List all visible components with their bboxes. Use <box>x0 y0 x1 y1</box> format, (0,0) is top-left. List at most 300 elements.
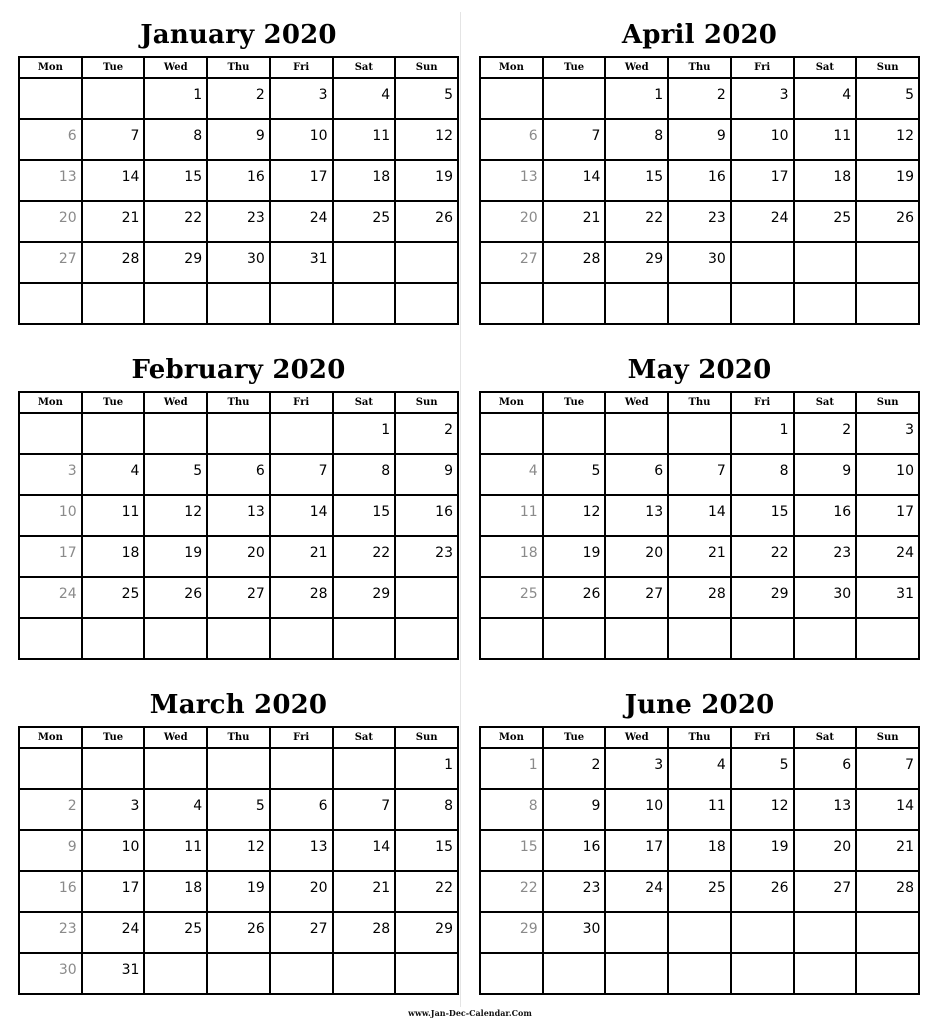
week-row <box>19 536 458 577</box>
day-cell: 13 <box>480 160 543 201</box>
weekday-header: Thu <box>207 727 270 748</box>
month-calendar-january <box>18 14 459 325</box>
day-cell: 15 <box>333 495 396 536</box>
weekday-header-row <box>19 727 458 748</box>
weekday-header: Tue <box>82 392 145 413</box>
day-cell: 1 <box>731 413 794 454</box>
day-cell <box>731 953 794 994</box>
day-cell: 22 <box>144 201 207 242</box>
day-cell: 9 <box>668 119 731 160</box>
month-grid <box>479 56 920 325</box>
day-cell: 25 <box>668 871 731 912</box>
day-cell: 11 <box>144 830 207 871</box>
day-cell <box>82 748 145 789</box>
week-row <box>19 201 458 242</box>
week-row <box>480 201 919 242</box>
day-cell: 11 <box>82 495 145 536</box>
day-cell <box>395 283 458 324</box>
day-cell: 4 <box>144 789 207 830</box>
day-cell <box>82 413 145 454</box>
day-cell <box>82 618 145 659</box>
day-cell <box>270 618 333 659</box>
day-cell: 3 <box>731 78 794 119</box>
day-cell: 3 <box>856 413 919 454</box>
day-cell: 18 <box>333 160 396 201</box>
day-cell: 20 <box>270 871 333 912</box>
day-cell: 16 <box>668 160 731 201</box>
day-cell: 29 <box>395 912 458 953</box>
weekday-header: Sun <box>395 392 458 413</box>
week-row <box>480 413 919 454</box>
day-cell: 21 <box>543 201 606 242</box>
weekday-header: Sun <box>856 57 919 78</box>
day-cell: 1 <box>333 413 396 454</box>
day-cell <box>207 953 270 994</box>
week-row <box>19 789 458 830</box>
week-row <box>480 119 919 160</box>
day-cell <box>668 618 731 659</box>
month-grid <box>18 391 459 660</box>
day-cell <box>543 283 606 324</box>
day-cell: 3 <box>82 789 145 830</box>
day-cell: 12 <box>543 495 606 536</box>
weekday-header: Mon <box>19 727 82 748</box>
day-cell: 21 <box>856 830 919 871</box>
month-calendar-february <box>18 349 459 660</box>
day-cell <box>605 953 668 994</box>
day-cell <box>856 283 919 324</box>
day-cell: 24 <box>82 912 145 953</box>
day-cell: 23 <box>19 912 82 953</box>
day-cell <box>144 748 207 789</box>
day-cell: 27 <box>605 577 668 618</box>
day-cell: 14 <box>333 830 396 871</box>
weekday-header: Wed <box>144 727 207 748</box>
day-cell: 4 <box>794 78 857 119</box>
day-cell: 30 <box>543 912 606 953</box>
day-cell: 25 <box>82 577 145 618</box>
day-cell: 29 <box>144 242 207 283</box>
day-cell: 21 <box>333 871 396 912</box>
weekday-header: Tue <box>82 727 145 748</box>
day-cell: 1 <box>144 78 207 119</box>
column-divider <box>460 12 461 1007</box>
day-cell: 13 <box>19 160 82 201</box>
day-cell: 13 <box>207 495 270 536</box>
weekday-header: Mon <box>19 392 82 413</box>
month-calendar-may <box>479 349 920 660</box>
day-cell: 24 <box>605 871 668 912</box>
day-cell <box>207 618 270 659</box>
day-cell <box>270 283 333 324</box>
day-cell: 15 <box>395 830 458 871</box>
week-row <box>480 912 919 953</box>
day-cell: 11 <box>333 119 396 160</box>
day-cell: 22 <box>731 536 794 577</box>
day-cell: 27 <box>207 577 270 618</box>
day-cell: 18 <box>144 871 207 912</box>
footer-website: www.Jan-Dec-Calendar.Com <box>408 1008 532 1018</box>
day-cell: 11 <box>668 789 731 830</box>
day-cell: 28 <box>333 912 396 953</box>
day-cell: 19 <box>395 160 458 201</box>
day-cell <box>82 283 145 324</box>
day-cell: 14 <box>82 160 145 201</box>
day-cell <box>794 242 857 283</box>
day-cell <box>333 953 396 994</box>
week-row <box>480 789 919 830</box>
weekday-header: Wed <box>605 57 668 78</box>
day-cell: 15 <box>731 495 794 536</box>
day-cell: 29 <box>333 577 396 618</box>
day-cell: 12 <box>207 830 270 871</box>
day-cell: 24 <box>19 577 82 618</box>
weekday-header: Tue <box>543 727 606 748</box>
week-row <box>480 78 919 119</box>
month-title: April 2020 <box>621 20 778 50</box>
day-cell: 18 <box>82 536 145 577</box>
week-row <box>480 618 919 659</box>
weekday-header: Tue <box>82 57 145 78</box>
day-cell: 13 <box>794 789 857 830</box>
day-cell: 22 <box>395 871 458 912</box>
day-cell: 25 <box>144 912 207 953</box>
day-cell: 25 <box>480 577 543 618</box>
weekday-header-row <box>19 392 458 413</box>
week-row <box>480 454 919 495</box>
day-cell: 17 <box>19 536 82 577</box>
day-cell: 28 <box>82 242 145 283</box>
day-cell: 17 <box>270 160 333 201</box>
weekday-header: Thu <box>668 727 731 748</box>
day-cell <box>19 618 82 659</box>
day-cell: 25 <box>333 201 396 242</box>
day-cell <box>144 283 207 324</box>
weekday-header: Sun <box>856 392 919 413</box>
day-cell: 9 <box>395 454 458 495</box>
day-cell: 5 <box>543 454 606 495</box>
day-cell: 6 <box>207 454 270 495</box>
day-cell: 13 <box>270 830 333 871</box>
day-cell: 16 <box>543 830 606 871</box>
day-cell: 22 <box>480 871 543 912</box>
day-cell: 10 <box>19 495 82 536</box>
day-cell <box>19 748 82 789</box>
day-cell <box>480 413 543 454</box>
weekday-header: Fri <box>731 57 794 78</box>
weekday-header: Sun <box>395 727 458 748</box>
weekday-header: Mon <box>19 57 82 78</box>
day-cell <box>207 748 270 789</box>
day-cell: 8 <box>480 789 543 830</box>
day-cell: 23 <box>668 201 731 242</box>
day-cell: 14 <box>856 789 919 830</box>
day-cell: 9 <box>543 789 606 830</box>
day-cell: 15 <box>144 160 207 201</box>
day-cell <box>856 953 919 994</box>
week-row <box>480 242 919 283</box>
day-cell: 17 <box>605 830 668 871</box>
day-cell: 29 <box>731 577 794 618</box>
day-cell: 10 <box>82 830 145 871</box>
day-cell: 6 <box>19 119 82 160</box>
day-cell: 11 <box>794 119 857 160</box>
day-cell: 27 <box>794 871 857 912</box>
week-row <box>19 830 458 871</box>
day-cell <box>395 577 458 618</box>
day-cell: 13 <box>605 495 668 536</box>
day-cell <box>856 912 919 953</box>
week-row <box>19 78 458 119</box>
weekday-header: Sat <box>333 392 396 413</box>
day-cell: 6 <box>480 119 543 160</box>
weekday-header: Sat <box>794 57 857 78</box>
day-cell <box>82 78 145 119</box>
day-cell <box>731 242 794 283</box>
week-row <box>480 953 919 994</box>
week-row <box>480 577 919 618</box>
week-row <box>19 748 458 789</box>
day-cell: 2 <box>668 78 731 119</box>
day-cell <box>856 242 919 283</box>
day-cell <box>480 953 543 994</box>
weekday-header-row <box>19 57 458 78</box>
day-cell: 28 <box>668 577 731 618</box>
day-cell: 20 <box>605 536 668 577</box>
day-cell: 9 <box>794 454 857 495</box>
day-cell: 8 <box>333 454 396 495</box>
month-title: May 2020 <box>627 355 772 385</box>
day-cell <box>144 413 207 454</box>
day-cell: 23 <box>794 536 857 577</box>
day-cell: 27 <box>270 912 333 953</box>
day-cell: 5 <box>144 454 207 495</box>
day-cell: 21 <box>82 201 145 242</box>
day-cell: 12 <box>856 119 919 160</box>
day-cell <box>543 413 606 454</box>
day-cell: 16 <box>395 495 458 536</box>
week-row <box>19 454 458 495</box>
day-cell: 12 <box>731 789 794 830</box>
day-cell: 18 <box>794 160 857 201</box>
week-row <box>19 912 458 953</box>
month-title: June 2020 <box>624 690 775 720</box>
day-cell <box>333 618 396 659</box>
month-title: March 2020 <box>149 690 328 720</box>
day-cell <box>395 242 458 283</box>
day-cell: 28 <box>270 577 333 618</box>
week-row <box>480 830 919 871</box>
day-cell: 19 <box>856 160 919 201</box>
day-cell: 26 <box>395 201 458 242</box>
day-cell <box>605 413 668 454</box>
day-cell: 7 <box>543 119 606 160</box>
day-cell <box>794 912 857 953</box>
day-cell: 2 <box>395 413 458 454</box>
day-cell: 7 <box>82 119 145 160</box>
day-cell <box>270 413 333 454</box>
day-cell: 28 <box>856 871 919 912</box>
week-row <box>19 871 458 912</box>
day-cell: 2 <box>207 78 270 119</box>
day-cell: 27 <box>480 242 543 283</box>
day-cell <box>543 78 606 119</box>
day-cell: 30 <box>19 953 82 994</box>
day-cell <box>794 618 857 659</box>
day-cell <box>668 283 731 324</box>
week-row <box>19 119 458 160</box>
day-cell: 10 <box>270 119 333 160</box>
day-cell: 4 <box>480 454 543 495</box>
day-cell <box>668 953 731 994</box>
day-cell <box>794 953 857 994</box>
day-cell: 14 <box>668 495 731 536</box>
day-cell <box>19 413 82 454</box>
day-cell <box>395 618 458 659</box>
day-cell: 12 <box>395 119 458 160</box>
month-calendar-april <box>479 14 920 325</box>
day-cell: 16 <box>794 495 857 536</box>
day-cell: 17 <box>856 495 919 536</box>
weekday-header: Sat <box>333 727 396 748</box>
weekday-header: Sun <box>395 57 458 78</box>
week-row <box>480 283 919 324</box>
day-cell <box>144 618 207 659</box>
weekday-header: Wed <box>144 392 207 413</box>
day-cell: 21 <box>668 536 731 577</box>
week-row <box>480 536 919 577</box>
day-cell: 5 <box>207 789 270 830</box>
weekday-header: Wed <box>144 57 207 78</box>
day-cell: 18 <box>668 830 731 871</box>
weekday-header: Sun <box>856 727 919 748</box>
day-cell: 18 <box>480 536 543 577</box>
day-cell: 20 <box>794 830 857 871</box>
day-cell: 23 <box>395 536 458 577</box>
day-cell <box>270 953 333 994</box>
day-cell: 11 <box>480 495 543 536</box>
weekday-header: Sat <box>794 727 857 748</box>
day-cell: 3 <box>270 78 333 119</box>
week-row <box>480 748 919 789</box>
day-cell: 1 <box>395 748 458 789</box>
week-row <box>19 618 458 659</box>
day-cell <box>333 242 396 283</box>
weekday-header: Fri <box>731 392 794 413</box>
day-cell: 8 <box>144 119 207 160</box>
day-cell: 2 <box>19 789 82 830</box>
day-cell: 22 <box>605 201 668 242</box>
day-cell <box>480 618 543 659</box>
day-cell: 5 <box>395 78 458 119</box>
day-cell: 2 <box>543 748 606 789</box>
month-grid <box>479 726 920 995</box>
day-cell <box>605 618 668 659</box>
weekday-header: Fri <box>270 727 333 748</box>
day-cell: 10 <box>731 119 794 160</box>
day-cell: 20 <box>480 201 543 242</box>
week-row <box>19 242 458 283</box>
weekday-header: Sat <box>794 392 857 413</box>
day-cell <box>270 748 333 789</box>
weekday-header: Wed <box>605 392 668 413</box>
day-cell: 23 <box>207 201 270 242</box>
day-cell: 28 <box>543 242 606 283</box>
month-title: January 2020 <box>140 20 337 50</box>
day-cell: 3 <box>605 748 668 789</box>
day-cell: 19 <box>207 871 270 912</box>
weekday-header-row <box>480 392 919 413</box>
day-cell: 10 <box>856 454 919 495</box>
day-cell: 3 <box>19 454 82 495</box>
day-cell <box>480 78 543 119</box>
day-cell: 24 <box>270 201 333 242</box>
day-cell <box>731 618 794 659</box>
day-cell: 9 <box>207 119 270 160</box>
day-cell: 7 <box>668 454 731 495</box>
day-cell <box>395 953 458 994</box>
day-cell: 16 <box>19 871 82 912</box>
week-row <box>19 495 458 536</box>
day-cell: 29 <box>480 912 543 953</box>
day-cell: 26 <box>856 201 919 242</box>
day-cell: 22 <box>333 536 396 577</box>
day-cell <box>668 912 731 953</box>
day-cell: 4 <box>668 748 731 789</box>
day-cell: 31 <box>82 953 145 994</box>
day-cell <box>543 618 606 659</box>
weekday-header: Tue <box>543 57 606 78</box>
weekday-header: Thu <box>668 57 731 78</box>
day-cell: 8 <box>605 119 668 160</box>
day-cell: 26 <box>543 577 606 618</box>
month-calendar-march <box>18 684 459 995</box>
month-calendar-june <box>479 684 920 995</box>
weekday-header: Mon <box>480 727 543 748</box>
day-cell: 9 <box>19 830 82 871</box>
day-cell: 7 <box>333 789 396 830</box>
week-row <box>480 871 919 912</box>
day-cell: 17 <box>82 871 145 912</box>
weekday-header: Sat <box>333 57 396 78</box>
day-cell <box>605 283 668 324</box>
day-cell: 30 <box>668 242 731 283</box>
month-grid <box>18 726 459 995</box>
day-cell: 24 <box>731 201 794 242</box>
day-cell: 19 <box>543 536 606 577</box>
day-cell: 29 <box>605 242 668 283</box>
day-cell: 7 <box>856 748 919 789</box>
day-cell: 16 <box>207 160 270 201</box>
day-cell: 4 <box>333 78 396 119</box>
weekday-header: Thu <box>207 57 270 78</box>
day-cell: 23 <box>543 871 606 912</box>
day-cell <box>207 283 270 324</box>
day-cell <box>731 912 794 953</box>
month-grid <box>479 391 920 660</box>
day-cell: 31 <box>856 577 919 618</box>
weekday-header: Wed <box>605 727 668 748</box>
day-cell: 31 <box>270 242 333 283</box>
day-cell <box>144 953 207 994</box>
week-row <box>480 160 919 201</box>
weekday-header: Thu <box>207 392 270 413</box>
day-cell: 21 <box>270 536 333 577</box>
day-cell: 30 <box>207 242 270 283</box>
day-cell: 6 <box>794 748 857 789</box>
day-cell: 17 <box>731 160 794 201</box>
day-cell: 10 <box>605 789 668 830</box>
